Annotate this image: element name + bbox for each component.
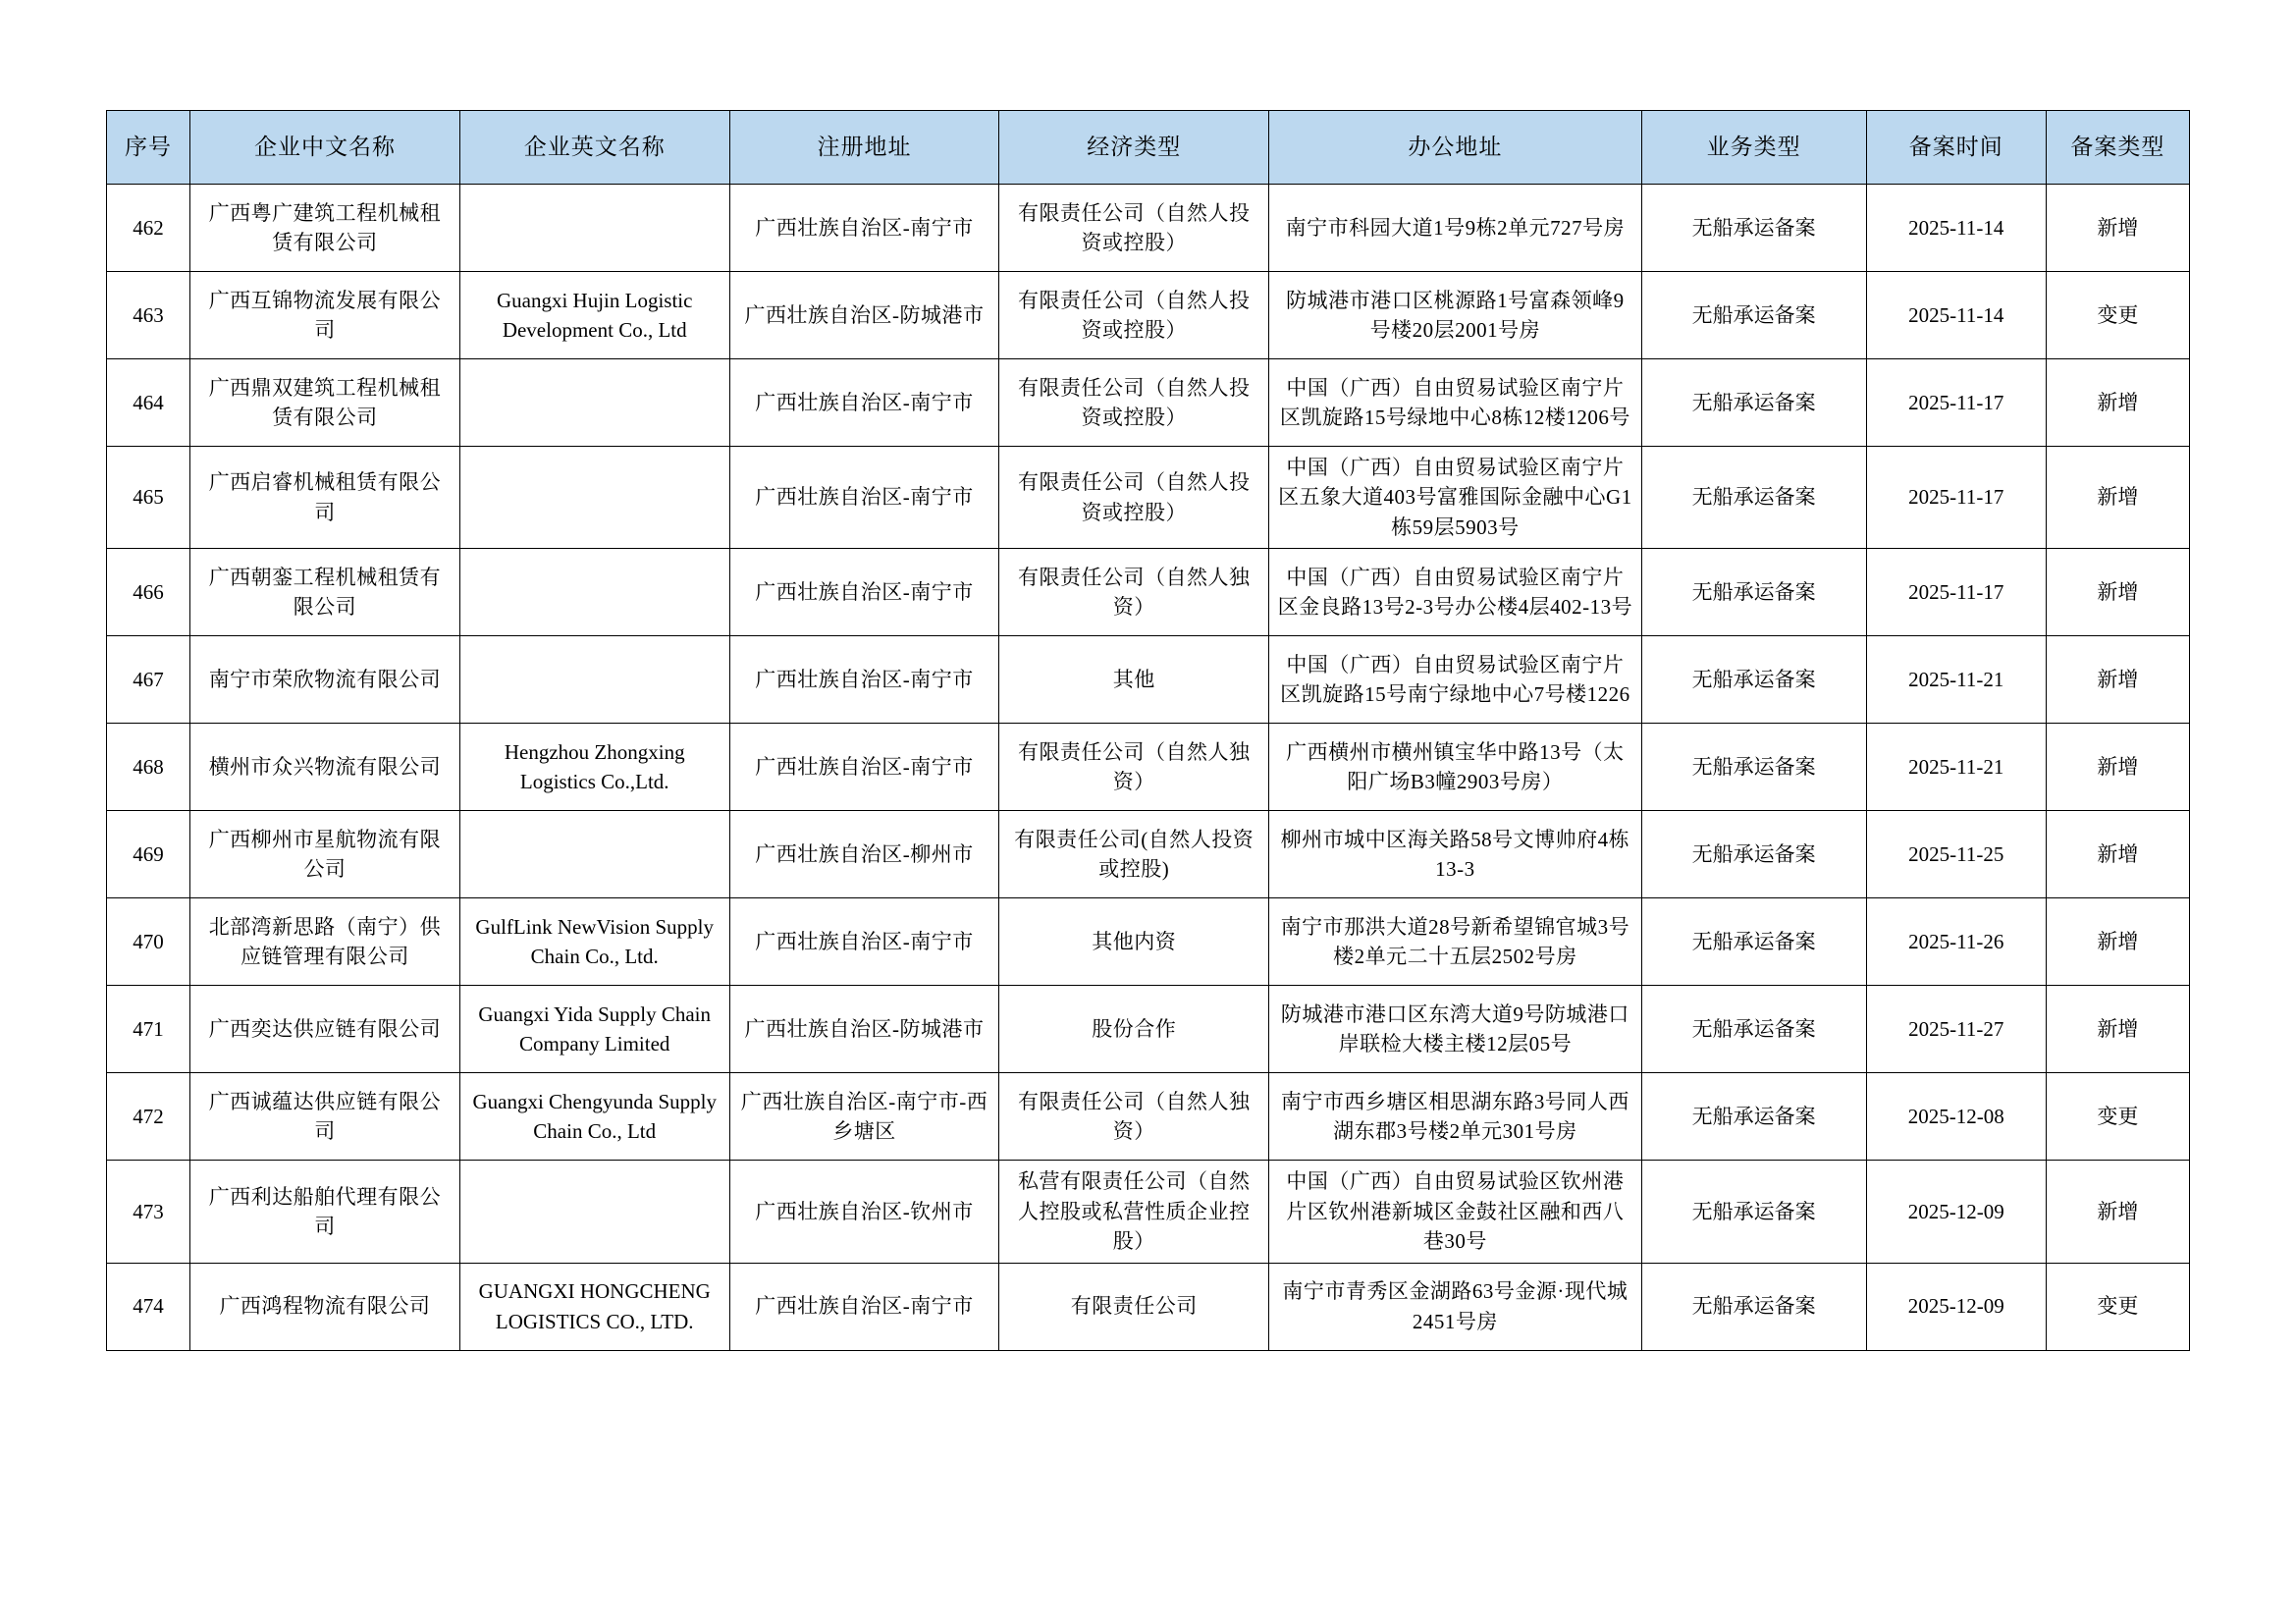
cell-record-type: 新增 xyxy=(2046,898,2189,986)
cell-business-type: 无船承运备案 xyxy=(1641,724,1866,811)
table-body xyxy=(107,185,2190,1351)
cell-record-type: 新增 xyxy=(2046,811,2189,898)
cell-registered-address: 广西壮族自治区-钦州市 xyxy=(729,1161,999,1263)
cell-en-name xyxy=(459,636,729,724)
cell-registered-address: 广西壮族自治区-南宁市 xyxy=(729,185,999,272)
cell-office-address: 防城港市港口区东湾大道9号防城港口岸联检大楼主楼12层05号 xyxy=(1269,986,1641,1073)
cell-office-address: 南宁市科园大道1号9栋2单元727号房 xyxy=(1269,185,1641,272)
cell-record-type: 变更 xyxy=(2046,1073,2189,1161)
cell-cn-name: 广西互锦物流发展有限公司 xyxy=(190,272,460,359)
cell-office-address: 中国（广西）自由贸易试验区南宁片区凯旋路15号绿地中心8栋12楼1206号 xyxy=(1269,359,1641,447)
column-header-registered-address: 注册地址 xyxy=(729,111,999,185)
cell-cn-name: 广西鼎双建筑工程机械租赁有限公司 xyxy=(190,359,460,447)
cell-registered-address: 广西壮族自治区-防城港市 xyxy=(729,986,999,1073)
cell-registered-address: 广西壮族自治区-南宁市 xyxy=(729,1263,999,1350)
cell-index: 466 xyxy=(107,549,190,636)
cell-record-date: 2025-11-14 xyxy=(1866,185,2046,272)
cell-index: 473 xyxy=(107,1161,190,1263)
cell-en-name xyxy=(459,185,729,272)
cell-record-date: 2025-11-14 xyxy=(1866,272,2046,359)
cell-office-address: 中国（广西）自由贸易试验区南宁片区凯旋路15号南宁绿地中心7号楼1226 xyxy=(1269,636,1641,724)
cell-registered-address: 广西壮族自治区-南宁市-西乡塘区 xyxy=(729,1073,999,1161)
cell-registered-address: 广西壮族自治区-南宁市 xyxy=(729,898,999,986)
cell-business-type: 无船承运备案 xyxy=(1641,811,1866,898)
cell-index: 474 xyxy=(107,1263,190,1350)
cell-record-date: 2025-11-17 xyxy=(1866,359,2046,447)
cell-business-type: 无船承运备案 xyxy=(1641,636,1866,724)
cell-business-type: 无船承运备案 xyxy=(1641,549,1866,636)
table-row xyxy=(107,185,2190,272)
cell-record-type: 新增 xyxy=(2046,986,2189,1073)
column-header-economic-type: 经济类型 xyxy=(999,111,1269,185)
cell-economic-type: 私营有限责任公司（自然人控股或私营性质企业控股） xyxy=(999,1161,1269,1263)
cell-business-type: 无船承运备案 xyxy=(1641,1161,1866,1263)
cell-record-date: 2025-11-21 xyxy=(1866,636,2046,724)
cell-office-address: 中国（广西）自由贸易试验区南宁片区五象大道403号富雅国际金融中心G1栋59层5903号 xyxy=(1269,447,1641,549)
column-header-index: 序号 xyxy=(107,111,190,185)
cell-cn-name: 广西柳州市星航物流有限公司 xyxy=(190,811,460,898)
cell-cn-name: 广西启睿机械租赁有限公司 xyxy=(190,447,460,549)
table-row xyxy=(107,636,2190,724)
column-header-en-name: 企业英文名称 xyxy=(459,111,729,185)
column-header-record-date: 备案时间 xyxy=(1866,111,2046,185)
cell-record-date: 2025-11-27 xyxy=(1866,986,2046,1073)
cell-index: 467 xyxy=(107,636,190,724)
column-header-cn-name: 企业中文名称 xyxy=(190,111,460,185)
cell-record-type: 新增 xyxy=(2046,724,2189,811)
cell-record-type: 新增 xyxy=(2046,447,2189,549)
cell-office-address: 中国（广西）自由贸易试验区南宁片区金良路13号2-3号办公楼4层402-13号 xyxy=(1269,549,1641,636)
cell-record-type: 新增 xyxy=(2046,636,2189,724)
cell-economic-type: 有限责任公司（自然人投资或控股） xyxy=(999,359,1269,447)
column-header-office-address: 办公地址 xyxy=(1269,111,1641,185)
cell-index: 468 xyxy=(107,724,190,811)
cell-cn-name: 广西利达船舶代理有限公司 xyxy=(190,1161,460,1263)
cell-economic-type: 其他内资 xyxy=(999,898,1269,986)
cell-business-type: 无船承运备案 xyxy=(1641,986,1866,1073)
cell-record-date: 2025-11-25 xyxy=(1866,811,2046,898)
cell-office-address: 南宁市西乡塘区相思湖东路3号同人西湖东郡3号楼2单元301号房 xyxy=(1269,1073,1641,1161)
cell-record-date: 2025-12-09 xyxy=(1866,1161,2046,1263)
cell-economic-type: 有限责任公司（自然人投资或控股） xyxy=(999,185,1269,272)
cell-en-name xyxy=(459,811,729,898)
table-row xyxy=(107,1161,2190,1263)
cell-cn-name: 广西诚蕴达供应链有限公司 xyxy=(190,1073,460,1161)
table-row xyxy=(107,359,2190,447)
cell-record-date: 2025-11-21 xyxy=(1866,724,2046,811)
cell-index: 471 xyxy=(107,986,190,1073)
cell-cn-name: 广西鸿程物流有限公司 xyxy=(190,1263,460,1350)
cell-cn-name: 北部湾新思路（南宁）供应链管理有限公司 xyxy=(190,898,460,986)
cell-economic-type: 有限责任公司（自然人投资或控股） xyxy=(999,447,1269,549)
cell-record-type: 新增 xyxy=(2046,549,2189,636)
cell-economic-type: 股份合作 xyxy=(999,986,1269,1073)
cell-en-name xyxy=(459,1161,729,1263)
cell-registered-address: 广西壮族自治区-南宁市 xyxy=(729,636,999,724)
cell-cn-name: 广西奕达供应链有限公司 xyxy=(190,986,460,1073)
table-row xyxy=(107,724,2190,811)
cell-business-type: 无船承运备案 xyxy=(1641,1073,1866,1161)
cell-business-type: 无船承运备案 xyxy=(1641,898,1866,986)
cell-business-type: 无船承运备案 xyxy=(1641,1263,1866,1350)
cell-en-name: Guangxi Yida Supply Chain Company Limited xyxy=(459,986,729,1073)
cell-record-type: 变更 xyxy=(2046,272,2189,359)
column-header-business-type: 业务类型 xyxy=(1641,111,1866,185)
cell-economic-type: 有限责任公司 xyxy=(999,1263,1269,1350)
cell-registered-address: 广西壮族自治区-南宁市 xyxy=(729,359,999,447)
cell-economic-type: 有限责任公司（自然人独资） xyxy=(999,549,1269,636)
table-row xyxy=(107,549,2190,636)
cell-index: 470 xyxy=(107,898,190,986)
cell-record-type: 新增 xyxy=(2046,185,2189,272)
cell-economic-type: 有限责任公司（自然人投资或控股） xyxy=(999,272,1269,359)
cell-en-name: Hengzhou Zhongxing Logistics Co.,Ltd. xyxy=(459,724,729,811)
column-header-record-type: 备案类型 xyxy=(2046,111,2189,185)
table-row xyxy=(107,986,2190,1073)
cell-office-address: 南宁市青秀区金湖路63号金源·现代城2451号房 xyxy=(1269,1263,1641,1350)
cell-en-name: GUANGXI HONGCHENG LOGISTICS CO., LTD. xyxy=(459,1263,729,1350)
table-row xyxy=(107,272,2190,359)
cell-registered-address: 广西壮族自治区-南宁市 xyxy=(729,724,999,811)
cell-index: 462 xyxy=(107,185,190,272)
cell-en-name xyxy=(459,447,729,549)
cell-business-type: 无船承运备案 xyxy=(1641,185,1866,272)
cell-business-type: 无船承运备案 xyxy=(1641,447,1866,549)
cell-cn-name: 南宁市荣欣物流有限公司 xyxy=(190,636,460,724)
cell-cn-name: 横州市众兴物流有限公司 xyxy=(190,724,460,811)
table-row xyxy=(107,1263,2190,1350)
table-header-row xyxy=(107,111,2190,185)
cell-office-address: 中国（广西）自由贸易试验区钦州港片区钦州港新城区金鼓社区融和西八巷30号 xyxy=(1269,1161,1641,1263)
cell-record-type: 变更 xyxy=(2046,1263,2189,1350)
cell-record-date: 2025-11-17 xyxy=(1866,447,2046,549)
cell-economic-type: 其他 xyxy=(999,636,1269,724)
cell-index: 469 xyxy=(107,811,190,898)
cell-en-name xyxy=(459,549,729,636)
cell-index: 472 xyxy=(107,1073,190,1161)
cell-record-date: 2025-11-17 xyxy=(1866,549,2046,636)
cell-office-address: 柳州市城中区海关路58号文博帅府4栋13-3 xyxy=(1269,811,1641,898)
cell-record-date: 2025-12-09 xyxy=(1866,1263,2046,1350)
cell-registered-address: 广西壮族自治区-柳州市 xyxy=(729,811,999,898)
cell-index: 464 xyxy=(107,359,190,447)
table-row xyxy=(107,447,2190,549)
cell-cn-name: 广西粤广建筑工程机械租赁有限公司 xyxy=(190,185,460,272)
enterprise-record-table xyxy=(106,110,2190,1351)
cell-office-address: 南宁市那洪大道28号新希望锦官城3号楼2单元二十五层2502号房 xyxy=(1269,898,1641,986)
cell-business-type: 无船承运备案 xyxy=(1641,359,1866,447)
cell-en-name xyxy=(459,359,729,447)
cell-business-type: 无船承运备案 xyxy=(1641,272,1866,359)
cell-registered-address: 广西壮族自治区-南宁市 xyxy=(729,447,999,549)
cell-record-date: 2025-11-26 xyxy=(1866,898,2046,986)
cell-record-type: 新增 xyxy=(2046,1161,2189,1263)
table-header xyxy=(107,111,2190,185)
cell-registered-address: 广西壮族自治区-防城港市 xyxy=(729,272,999,359)
cell-record-type: 新增 xyxy=(2046,359,2189,447)
cell-economic-type: 有限责任公司(自然人投资或控股) xyxy=(999,811,1269,898)
cell-economic-type: 有限责任公司（自然人独资） xyxy=(999,724,1269,811)
cell-en-name: Guangxi Chengyunda Supply Chain Co., Ltd xyxy=(459,1073,729,1161)
cell-en-name: GulfLink NewVision Supply Chain Co., Ltd. xyxy=(459,898,729,986)
table-row xyxy=(107,898,2190,986)
cell-registered-address: 广西壮族自治区-南宁市 xyxy=(729,549,999,636)
cell-cn-name: 广西朝銮工程机械租赁有限公司 xyxy=(190,549,460,636)
cell-index: 465 xyxy=(107,447,190,549)
cell-economic-type: 有限责任公司（自然人独资） xyxy=(999,1073,1269,1161)
cell-index: 463 xyxy=(107,272,190,359)
cell-office-address: 防城港市港口区桃源路1号富森领峰9号楼20层2001号房 xyxy=(1269,272,1641,359)
cell-record-date: 2025-12-08 xyxy=(1866,1073,2046,1161)
table-row xyxy=(107,811,2190,898)
table-row xyxy=(107,1073,2190,1161)
cell-office-address: 广西横州市横州镇宝华中路13号（太阳广场B3幢2903号房） xyxy=(1269,724,1641,811)
cell-en-name: Guangxi Hujin Logistic Development Co., Ltd xyxy=(459,272,729,359)
